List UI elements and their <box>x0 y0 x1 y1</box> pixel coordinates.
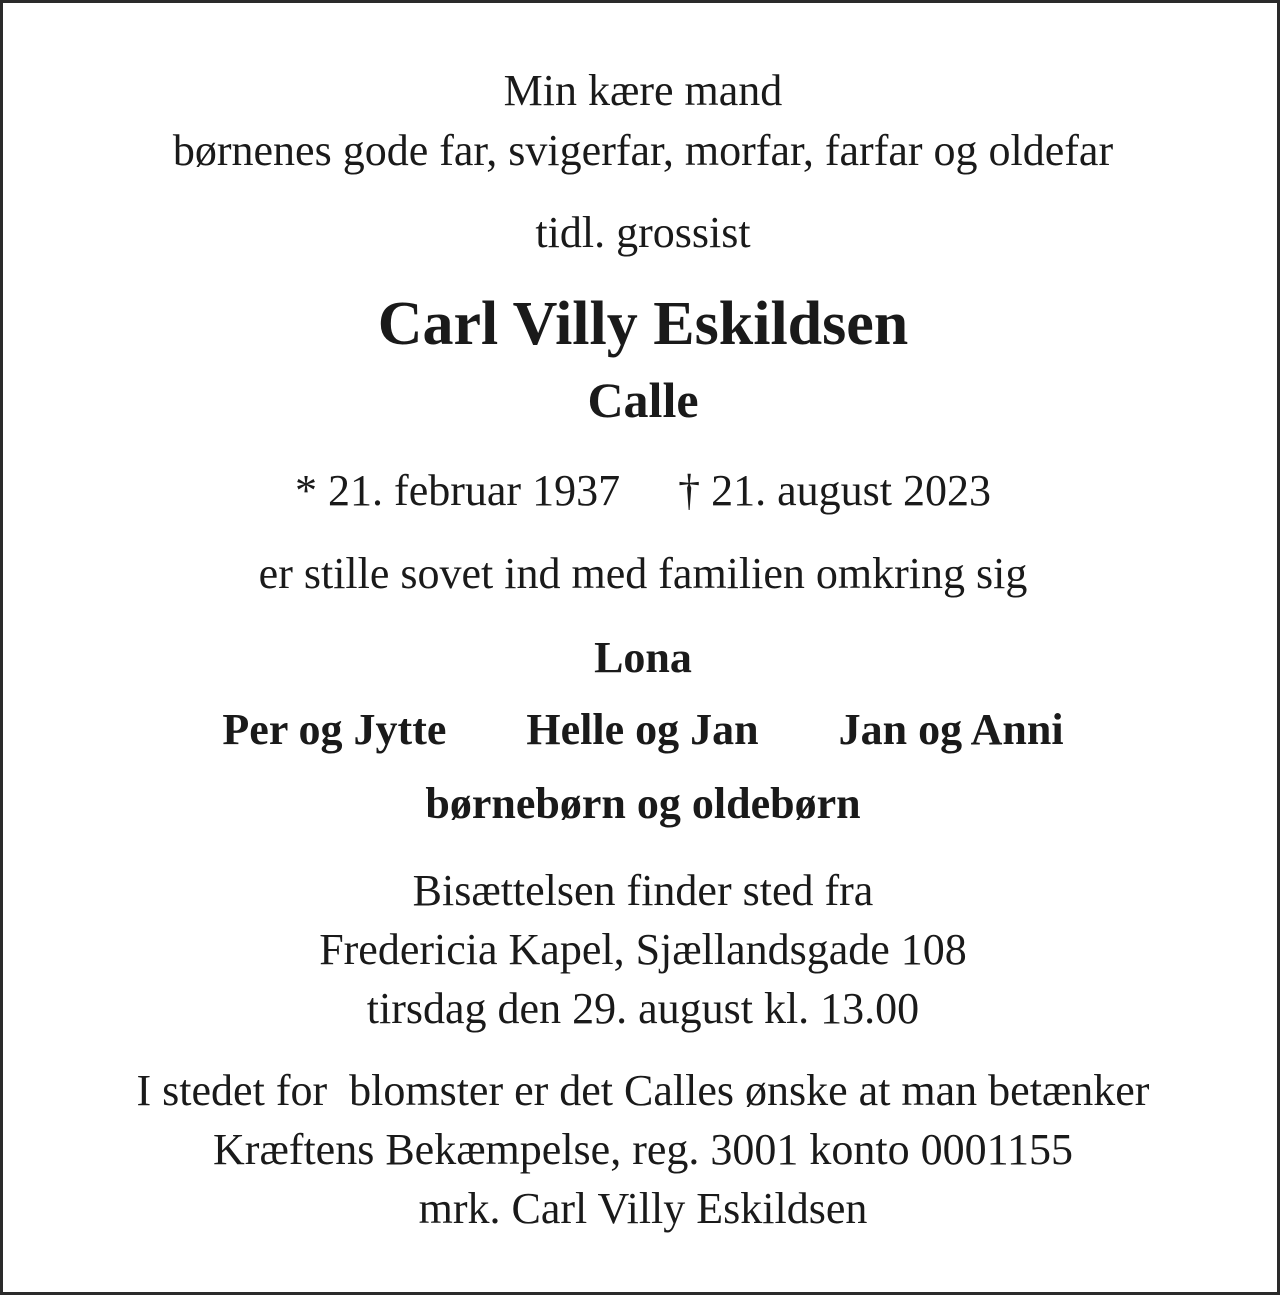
funeral-line-3: tirsdag den 29. august kl. 13.00 <box>366 984 920 1033</box>
funeral-line-2: Fredericia Kapel, Sjællandsgade 108 <box>319 925 967 974</box>
deceased-name: Carl Villy Eskildsen <box>377 290 909 358</box>
child-couple-1: Per og Jytte <box>222 705 447 754</box>
funeral-line-1: Bisættelsen finder sted fra <box>412 866 874 915</box>
opening-line-1: Min kære mand <box>503 66 783 115</box>
child-couple-2: Helle og Jan <box>526 705 759 754</box>
signer-spouse: Lona <box>594 633 692 682</box>
child-couple-3: Jan og Anni <box>838 705 1064 754</box>
life-dates <box>3 466 1280 515</box>
death-date: † 21. august 2023 <box>678 466 991 515</box>
signer-descendants: børnebørn og oldebørn <box>425 779 861 828</box>
deceased-nickname: Calle <box>587 372 699 428</box>
signer-children <box>3 705 1280 754</box>
birth-date: * 21. februar 1937 <box>295 466 621 515</box>
deceased-title: tidl. grossist <box>535 208 751 257</box>
donation-line-2: Kræftens Bekæmpelse, reg. 3001 konto 0001155 <box>213 1125 1073 1174</box>
donation-line-1: I stedet for blomster er det Calles ønske at man betænker <box>136 1066 1150 1115</box>
passing-statement: er stille sovet ind med familien omkring sig <box>258 549 1028 598</box>
opening-line-2: børnenes gode far, svigerfar, morfar, farfar og oldefar <box>172 126 1114 175</box>
donation-line-3: mrk. Carl Villy Eskildsen <box>418 1184 868 1233</box>
